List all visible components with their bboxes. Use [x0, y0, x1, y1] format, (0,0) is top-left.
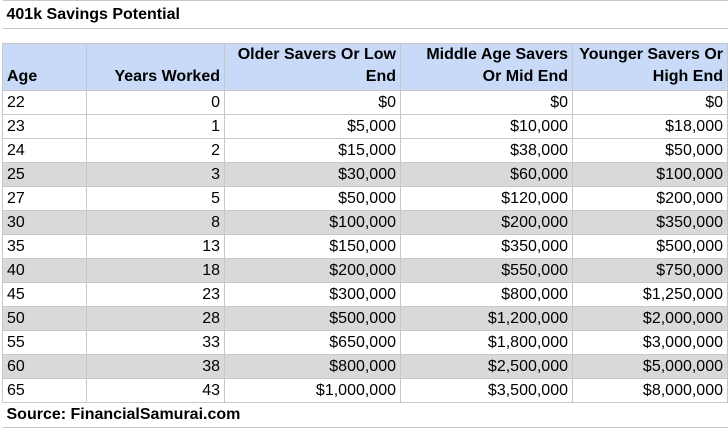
table-row	[3, 163, 728, 187]
cell-older-savers: $200,000	[225, 259, 401, 283]
column-header-middle-age-savers: Middle Age Savers Or Mid End	[401, 44, 573, 91]
cell-age: 45	[3, 283, 87, 307]
table-row	[3, 259, 728, 283]
cell-younger-savers: $18,000	[573, 115, 728, 139]
table-row	[3, 307, 728, 331]
cell-years-worked: 5	[87, 187, 225, 211]
cell-age: 24	[3, 139, 87, 163]
cell-middle-age-savers: $550,000	[401, 259, 573, 283]
cell-age: 65	[3, 379, 87, 403]
cell-younger-savers: $50,000	[573, 139, 728, 163]
cell-years-worked: 43	[87, 379, 225, 403]
cell-younger-savers: $5,000,000	[573, 355, 728, 379]
cell-older-savers: $500,000	[225, 307, 401, 331]
cell-older-savers: $300,000	[225, 283, 401, 307]
cell-younger-savers: $500,000	[573, 235, 728, 259]
cell-middle-age-savers: $1,800,000	[401, 331, 573, 355]
savings-table	[2, 0, 728, 428]
column-header-older-savers: Older Savers Or Low End	[225, 44, 401, 91]
cell-middle-age-savers: $38,000	[401, 139, 573, 163]
cell-older-savers: $650,000	[225, 331, 401, 355]
cell-years-worked: 18	[87, 259, 225, 283]
cell-middle-age-savers: $0	[401, 91, 573, 115]
cell-older-savers: $30,000	[225, 163, 401, 187]
spacer-cell	[3, 29, 728, 44]
cell-younger-savers: $0	[573, 91, 728, 115]
cell-years-worked: 8	[87, 211, 225, 235]
table-row	[3, 355, 728, 379]
cell-age: 22	[3, 91, 87, 115]
cell-years-worked: 28	[87, 307, 225, 331]
cell-older-savers: $50,000	[225, 187, 401, 211]
cell-age: 25	[3, 163, 87, 187]
cell-age: 40	[3, 259, 87, 283]
cell-older-savers: $100,000	[225, 211, 401, 235]
table-row	[3, 331, 728, 355]
spreadsheet	[2, 0, 727, 428]
source-text: Source: FinancialSamurai.com	[3, 403, 728, 428]
cell-middle-age-savers: $800,000	[401, 283, 573, 307]
cell-middle-age-savers: $3,500,000	[401, 379, 573, 403]
table-row	[3, 187, 728, 211]
source-row	[3, 403, 728, 428]
cell-older-savers: $15,000	[225, 139, 401, 163]
cell-age: 50	[3, 307, 87, 331]
cell-age: 23	[3, 115, 87, 139]
cell-years-worked: 2	[87, 139, 225, 163]
cell-older-savers: $5,000	[225, 115, 401, 139]
cell-middle-age-savers: $200,000	[401, 211, 573, 235]
cell-age: 27	[3, 187, 87, 211]
cell-younger-savers: $1,250,000	[573, 283, 728, 307]
cell-age: 60	[3, 355, 87, 379]
cell-middle-age-savers: $1,200,000	[401, 307, 573, 331]
cell-older-savers: $150,000	[225, 235, 401, 259]
cell-younger-savers: $3,000,000	[573, 331, 728, 355]
cell-middle-age-savers: $350,000	[401, 235, 573, 259]
cell-age: 55	[3, 331, 87, 355]
column-header-younger-savers: Younger Savers Or High End	[573, 44, 728, 91]
cell-middle-age-savers: $120,000	[401, 187, 573, 211]
title-row	[3, 1, 728, 29]
table-row	[3, 283, 728, 307]
table-row	[3, 115, 728, 139]
cell-younger-savers: $750,000	[573, 259, 728, 283]
cell-younger-savers: $200,000	[573, 187, 728, 211]
cell-older-savers: $800,000	[225, 355, 401, 379]
cell-years-worked: 1	[87, 115, 225, 139]
table-row	[3, 91, 728, 115]
table-row	[3, 379, 728, 403]
cell-middle-age-savers: $10,000	[401, 115, 573, 139]
cell-younger-savers: $350,000	[573, 211, 728, 235]
cell-older-savers: $0	[225, 91, 401, 115]
cell-middle-age-savers: $60,000	[401, 163, 573, 187]
cell-years-worked: 13	[87, 235, 225, 259]
cell-younger-savers: $100,000	[573, 163, 728, 187]
column-header-years-worked: Years Worked	[87, 44, 225, 91]
header-row	[3, 44, 728, 91]
cell-older-savers: $1,000,000	[225, 379, 401, 403]
table-title: 401k Savings Potential	[3, 1, 728, 29]
cell-years-worked: 33	[87, 331, 225, 355]
table-row	[3, 235, 728, 259]
cell-years-worked: 23	[87, 283, 225, 307]
cell-years-worked: 0	[87, 91, 225, 115]
cell-age: 30	[3, 211, 87, 235]
cell-younger-savers: $8,000,000	[573, 379, 728, 403]
cell-middle-age-savers: $2,500,000	[401, 355, 573, 379]
column-header-age: Age	[3, 44, 87, 91]
spacer-row	[3, 29, 728, 44]
table-row	[3, 211, 728, 235]
table-row	[3, 139, 728, 163]
cell-years-worked: 38	[87, 355, 225, 379]
cell-age: 35	[3, 235, 87, 259]
cell-years-worked: 3	[87, 163, 225, 187]
cell-younger-savers: $2,000,000	[573, 307, 728, 331]
